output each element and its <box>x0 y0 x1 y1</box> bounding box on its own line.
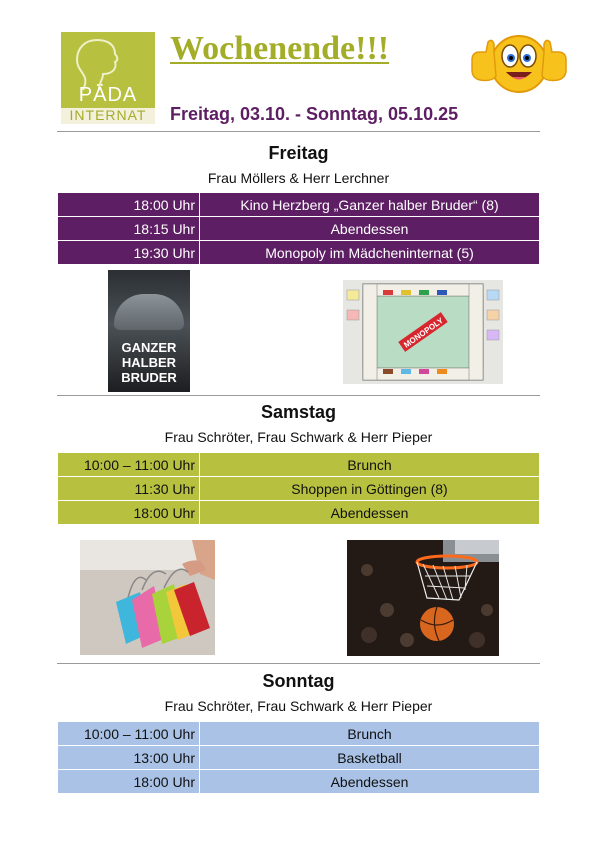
shopping-bags-image <box>80 540 215 655</box>
date-range: Freitag, 03.10. - Sonntag, 05.10.25 <box>170 104 459 124</box>
activity-cell: Brunch <box>200 722 540 746</box>
activity-cell: Shoppen in Göttingen (8) <box>200 477 540 501</box>
time-cell: 18:00 Uhr <box>58 501 200 525</box>
table-row <box>58 501 540 525</box>
activity-cell: Basketball <box>200 746 540 770</box>
time-cell: 10:00 – 11:00 Uhr <box>58 453 200 477</box>
day-title-freitag: Freitag <box>268 143 329 163</box>
activity-cell: Abendessen <box>200 217 540 241</box>
time-cell: 19:30 Uhr <box>58 241 200 265</box>
board-logo: MONOPOLY <box>402 315 445 350</box>
schedule-table-freitag <box>57 192 540 265</box>
activity-cell: Monopoly im Mädcheninternat (5) <box>200 241 540 265</box>
staff-sonntag: Frau Schröter, Frau Schwark & Herr Pieper <box>164 698 433 714</box>
table-row <box>58 477 540 501</box>
table-row <box>58 746 540 770</box>
table-row <box>58 217 540 241</box>
schedule-table-sonntag <box>57 721 540 794</box>
table-row <box>58 453 540 477</box>
staff-freitag: Frau Möllers & Herr Lerchner <box>207 170 390 186</box>
time-cell: 18:00 Uhr <box>58 193 200 217</box>
divider <box>57 663 540 664</box>
activity-cell: Kino Herzberg „Ganzer halber Bruder“ (8) <box>200 193 540 217</box>
schedule-table-samstag <box>57 452 540 525</box>
table-row <box>58 770 540 794</box>
divider <box>57 131 540 132</box>
table-row <box>58 722 540 746</box>
time-cell: 18:00 Uhr <box>58 770 200 794</box>
thumbs-up-emoji-icon <box>468 30 570 98</box>
staff-samstag: Frau Schröter, Frau Schwark & Herr Pieper <box>164 429 433 445</box>
time-cell: 18:15 Uhr <box>58 217 200 241</box>
time-cell: 10:00 – 11:00 Uhr <box>58 722 200 746</box>
logo-text: PÄDA <box>78 84 138 106</box>
activity-cell: Abendessen <box>200 501 540 525</box>
basketball-hoop-image <box>347 540 499 656</box>
activity-cell: Brunch <box>200 453 540 477</box>
time-cell: 11:30 Uhr <box>58 477 200 501</box>
poster-title: GANZER HALBER BRUDER <box>121 340 177 385</box>
logo-subtext: INTERNAT <box>69 107 147 123</box>
movie-poster-image <box>108 270 190 392</box>
time-cell: 13:00 Uhr <box>58 746 200 770</box>
day-title-samstag: Samstag <box>260 402 337 422</box>
activity-cell: Abendessen <box>200 770 540 794</box>
page-title: Wochenende!!! <box>170 30 390 67</box>
car-shape <box>114 294 184 330</box>
paeda-internat-logo <box>61 32 155 124</box>
table-row <box>58 241 540 265</box>
day-title-sonntag: Sonntag <box>262 671 335 691</box>
divider <box>57 395 540 396</box>
monopoly-board-image <box>343 280 503 384</box>
table-row <box>58 193 540 217</box>
